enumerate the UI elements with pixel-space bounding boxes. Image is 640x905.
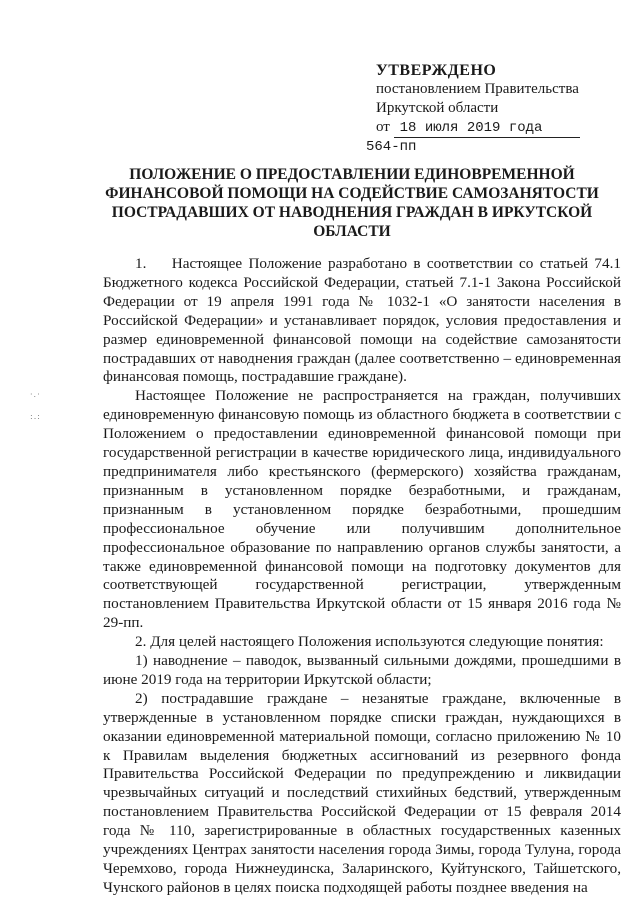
approval-title: УТВЕРЖДЕНО — [376, 62, 497, 79]
document-title: ПОЛОЖЕНИЕ О ПРЕДОСТАВЛЕНИИ ЕДИНОВРЕМЕННОЙ ФИНАНСОВОЙ ПОМОЩИ НА СОДЕЙСТВИЕ САМОЗАНЯТОСТИ ПОСТРАДАВШИХ ОТ НАВОДНЕНИЯ ГРАЖДАН В ИРКУТСКОЙ ОБЛАСТИ — [105, 166, 599, 240]
paragraph-2: Настоящее Положение не распространяется на граждан, получивших единовременную финансовую помощь из областного бюджета в соответствии с Положением о предоставлении единовременной финансовой помощи при государственной регистрации в качестве юридического лица, индивидуального предпринимателя либо крестьянского (фермерского) хозяйства гражданам, признанным в установленном порядке безработными, и гражданам, признанным в установленном порядке безработными, прошедшим профессиональное обучение или получившим дополнительное профессиональное образование по направлению органов службы занятости, а также единовременной финансовой помощи на подготовку документов для соответствующей государственной регистрации, утвержденным постановлением Правительства Иркутской области от 15 января 2016 года № 29-пп. — [103, 387, 621, 632]
approval-date-row — [376, 118, 596, 138]
approval-stamp — [366, 61, 596, 157]
paragraph-1: 1. Настоящее Положение разработано в соответствии со статьей 74.1 Бюджетного кодекса Российской Федерации, статьей 7.1-1 Закона Российской Федерации от 19 апреля 1991 года № 1032-1 «О занятости населения в Российской Федерации» и устанавливает порядок, условия предоставления и размер единовременной финансовой помощи на содействие самозанятости пострадавших от наводнения граждан (далее соответственно – единовременная финансовая помощь, пострадавшие граждане). — [103, 255, 621, 386]
document-body — [103, 255, 621, 898]
approval-date: 18 июля 2019 года — [394, 120, 580, 138]
paragraph-3: 2. Для целей настоящего Положения используются следующие понятия: — [135, 633, 604, 651]
approval-line-2: Иркутской области — [376, 100, 499, 116]
approval-from-label: от — [376, 119, 390, 135]
scan-margin-mark: ·.· — [30, 390, 41, 399]
paragraph-5: 2) пострадавшие граждане – незанятые граждане, включенные в утвержденные в установленном порядке списки граждан, нуждающихся в оказании единовременной материальной помощи, согласно приложению № 10 к Правилам выделения бюджетных ассигнований из резервного фонда Правительства Российской Федерации по предупреждению и ликвидации чрезвычайных ситуаций и последствий стихийных бедствий, утвержденным постановлением Правительства Российской Федерации от 15 февраля 2014 года № 110, зарегистрированные в областных государственных казенных учреждениях Центрах занятости населения города Зимы, города Тулуна, города Черемхово, города Нижнеудинска, Заларинского, Куйтунского, Тайшетского, Чунского районов в целях поиска подходящей работы позднее введения на — [103, 689, 621, 896]
approval-line-1: постановлением Правительства — [376, 81, 579, 97]
approval-number: 564-пп — [366, 139, 417, 155]
paragraph-4: 1) наводнение – паводок, вызванный сильными дождями, прошедшими в июне 2019 года на территории Иркутской области; — [103, 652, 621, 688]
scan-margin-mark: :.: — [30, 412, 41, 421]
